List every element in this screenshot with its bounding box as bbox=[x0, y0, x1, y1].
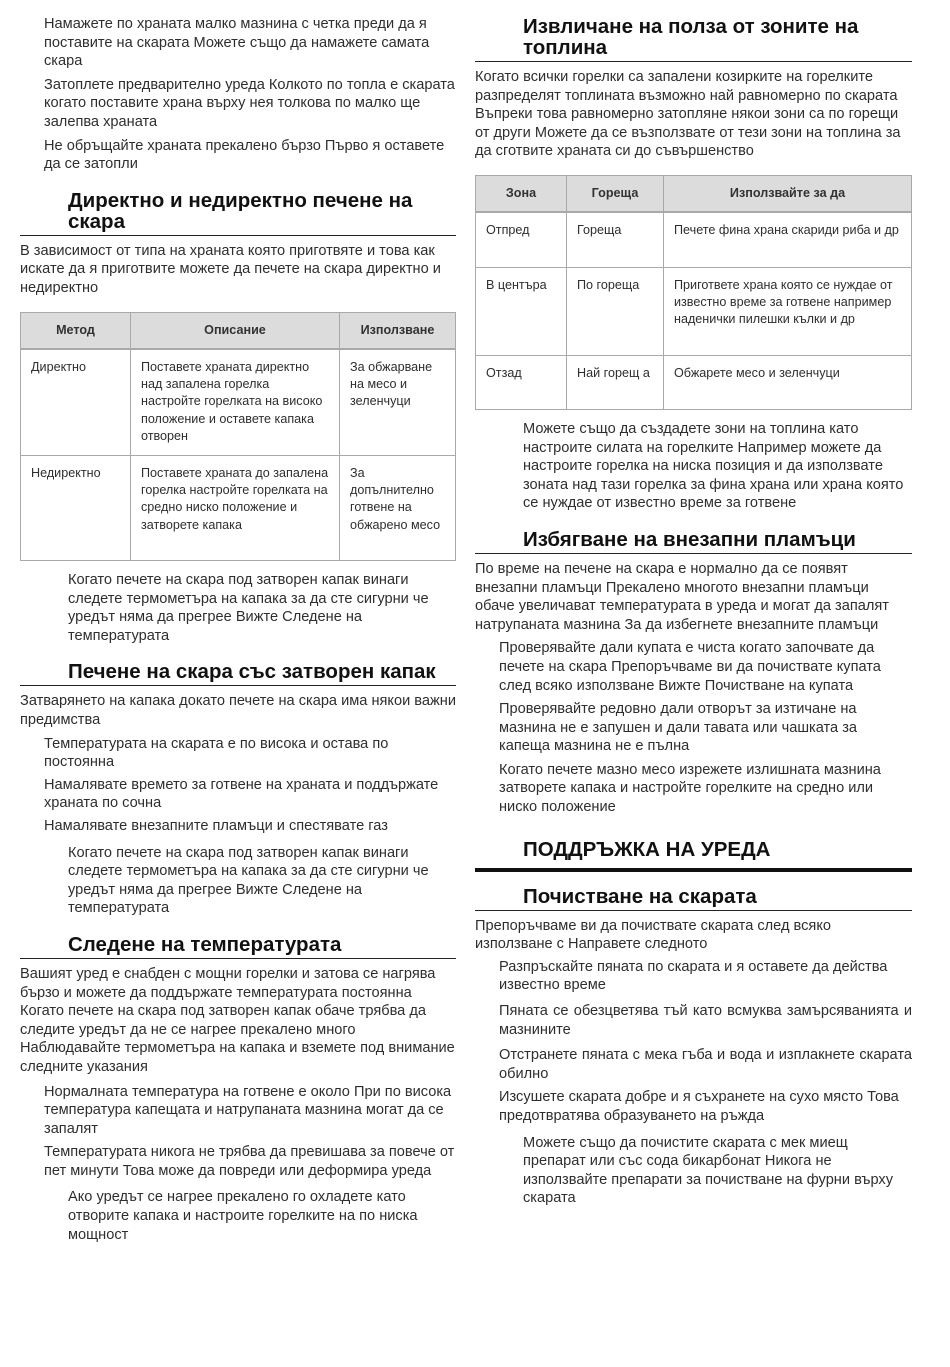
left-column bbox=[20, 0, 456, 1244]
paragraph: В зависимост от типа на храната която приготвяте и това как искате да я приготвите можете да печете на скара директно и недиректно bbox=[20, 242, 441, 296]
table-header-row bbox=[21, 312, 456, 349]
list-item: Проверявайте редовно дали отворът за изтичане на мазнина не е запушен и дали тавата или чашката за капеща мазнина не е пълна bbox=[499, 701, 858, 755]
paragraph: Препоръчваме ви да почиствате скарата след всяко използване с Направете следното bbox=[475, 917, 831, 953]
heading-closed-lid: Печене на скара със затворен капак bbox=[20, 661, 456, 686]
paragraph: Затварянето на капака докато печете на скара има някои важни предимства bbox=[20, 693, 456, 729]
table-cell: Най горещ а bbox=[567, 355, 664, 409]
list-item: Пяната се обезцветява тъй като всмуква замърсяванията и мазнините bbox=[499, 1003, 912, 1038]
table-header-row bbox=[476, 175, 912, 212]
note-text: Когато печете на скара под затворен капак винаги следете термометъра на капака за да сте сигурни че уредът няма да прегрее Вижте Следене на температурата bbox=[68, 844, 429, 917]
table-row bbox=[476, 267, 912, 355]
column-header: Гореща bbox=[567, 175, 664, 212]
table-cell: В центъра bbox=[476, 267, 567, 355]
note-text: Можете също да създадете зони на топлина като настроите силата на горелките Например можете да настроите горелка на ниска позиция и да използвате зоната над тази горелка за фина храна или храна която се нуждае от известно време за готвене bbox=[523, 420, 904, 512]
cleaning-steps-list bbox=[475, 958, 912, 1126]
column-header: Метод bbox=[21, 312, 131, 349]
heading-direct-indirect: Директно и недиректно печене на скара bbox=[20, 190, 456, 236]
table-row bbox=[476, 212, 912, 267]
table-row bbox=[21, 456, 456, 561]
benefits-list bbox=[20, 735, 456, 836]
temperature-list bbox=[20, 1083, 456, 1181]
list-item: Не обръщайте храната прекалено бързо Първо я оставете да се затопли bbox=[44, 137, 445, 173]
list-item: Температурата никога не трябва да превишава за повече от пет минути Това може да повреди или деформира уреда bbox=[44, 1144, 455, 1179]
table-cell: Пригответе храна която се нуждае от известно време за готвене например наденички пилешки кълки и др bbox=[664, 267, 912, 355]
list-item: Намалявате внезапните пламъци и спестявате газ bbox=[44, 817, 388, 834]
column-header: Зона bbox=[476, 175, 567, 212]
table-cell: Поставете храната директно над запалена горелка настройте горелката на високо положение и оставете капака отворен bbox=[131, 349, 340, 456]
table-cell: Поставете храната до запалена горелка настройте горелката на средно ниско положение и затворете капака bbox=[131, 456, 340, 561]
table-cell: Отпред bbox=[476, 212, 567, 267]
list-item: Затоплете предварително уреда Колкото по топла е скарата когато поставите храна върху нея толкова по малко ще залепва храната bbox=[44, 76, 455, 130]
intro-bullet-list bbox=[20, 0, 456, 174]
paragraph: Вашият уред е снабден с мощни горелки и затова се нагрява бързо и можете да поддържате температурата постоянна Когато печете на скара под затворен капак обаче трябва да следите уредът да не се нагрее прекалено много Наблюдавайте термометъра на капака и вземете под внимание следните указания bbox=[20, 965, 455, 1075]
list-item: Намажете по храната малко мазнина с четка преди да я поставите на скарата Можете също да намажете самата скара bbox=[44, 16, 430, 70]
column-header: Описание bbox=[131, 312, 340, 349]
list-item: Нормалната температура на готвене е около При по висока температура капещата и натрупаната мазнина могат да се запалят bbox=[44, 1083, 452, 1137]
heading-temperature: Следене на температурата bbox=[20, 934, 456, 959]
table-cell: Гореща bbox=[567, 212, 664, 267]
list-item: Проверявайте дали купата е чиста когато започвате да печете на скара Препоръчваме ви да почиствате купата след всяко използване Вижте Почистване на купата bbox=[499, 640, 881, 694]
paragraph: Когато всички горелки са запалени козирките на горелките разпределят топлината възможно най равномерно по скарата Въпреки това равномерно затопляне някои зони са по горещи от други Можете да се възползвате от тези зони на топлина за да сготвите храната си до съвършенство bbox=[475, 69, 901, 160]
table-row bbox=[476, 355, 912, 409]
zones-table bbox=[475, 175, 912, 410]
note-text: Можете също да почистите скарата с мек миещ препарат или със сода бикарбонат Никога не използвайте препарати за почистване на фурни върху скарата bbox=[523, 1134, 894, 1207]
table-cell: Недиректно bbox=[21, 456, 131, 561]
table-row bbox=[21, 349, 456, 456]
heading-heat-zones: Извличане на полза от зоните на топлина bbox=[475, 16, 912, 62]
paragraph: По време на печене на скара е нормално да се появят внезапни пламъци Прекалено многото внезапни пламъци обаче увеличават температурата в уреда и могат да запалят натрупаната мазнина За да избегнете внезапните пламъци bbox=[475, 560, 889, 633]
table-cell: За обжарване на месо и зеленчуци bbox=[340, 349, 456, 456]
heading-flare-ups: Избягване на внезапни пламъци bbox=[475, 529, 912, 554]
list-item: Разпръскайте пяната по скарата и я оставете да действа известно време bbox=[499, 958, 888, 994]
flare-tips-list bbox=[475, 639, 912, 816]
heading-cleaning: Почистване на скарата bbox=[475, 886, 912, 911]
list-item: Отстранете пяната с мека гъба и вода и изплакнете скарата обилно bbox=[499, 1047, 912, 1082]
column-header: Използвайте за да bbox=[664, 175, 912, 212]
table-cell: Директно bbox=[21, 349, 131, 456]
note-text: Ако уредът се нагрее прекалено го охладете като отворите капака и настроите горелките на по ниска мощност bbox=[68, 1189, 418, 1243]
method-table bbox=[20, 312, 456, 562]
chapter-title-maintenance: ПОДДРЪЖКА НА УРЕДА bbox=[475, 839, 912, 872]
list-item: Температурата на скарата е по висока и остава по постоянна bbox=[44, 735, 389, 771]
table-cell: Отзад bbox=[476, 355, 567, 409]
table-cell: Печете фина храна скариди риба и др bbox=[664, 212, 912, 267]
column-header: Използване bbox=[340, 312, 456, 349]
list-item: Изсушете скарата добре и я съхранете на сухо място Това предотвратява образуването на ръжда bbox=[499, 1089, 899, 1124]
table-cell: За допълнително готвене на обжарено месо bbox=[340, 456, 456, 561]
right-column bbox=[475, 0, 912, 1208]
list-item: Намалявате времето за готвене на храната и поддържате храната по сочна bbox=[44, 776, 439, 812]
table-cell: Обжарете месо и зеленчуци bbox=[664, 355, 912, 409]
table-cell: По гореща bbox=[567, 267, 664, 355]
list-item: Когато печете мазно месо изрежете излишната мазнина затворете капака и настройте горелките на средно или ниско положение bbox=[499, 761, 881, 816]
note-text: Когато печете на скара под затворен капак винаги следете термометъра на капака за да сте сигурни че уредът няма да прегрее Вижте Следене на температурата bbox=[68, 572, 429, 644]
